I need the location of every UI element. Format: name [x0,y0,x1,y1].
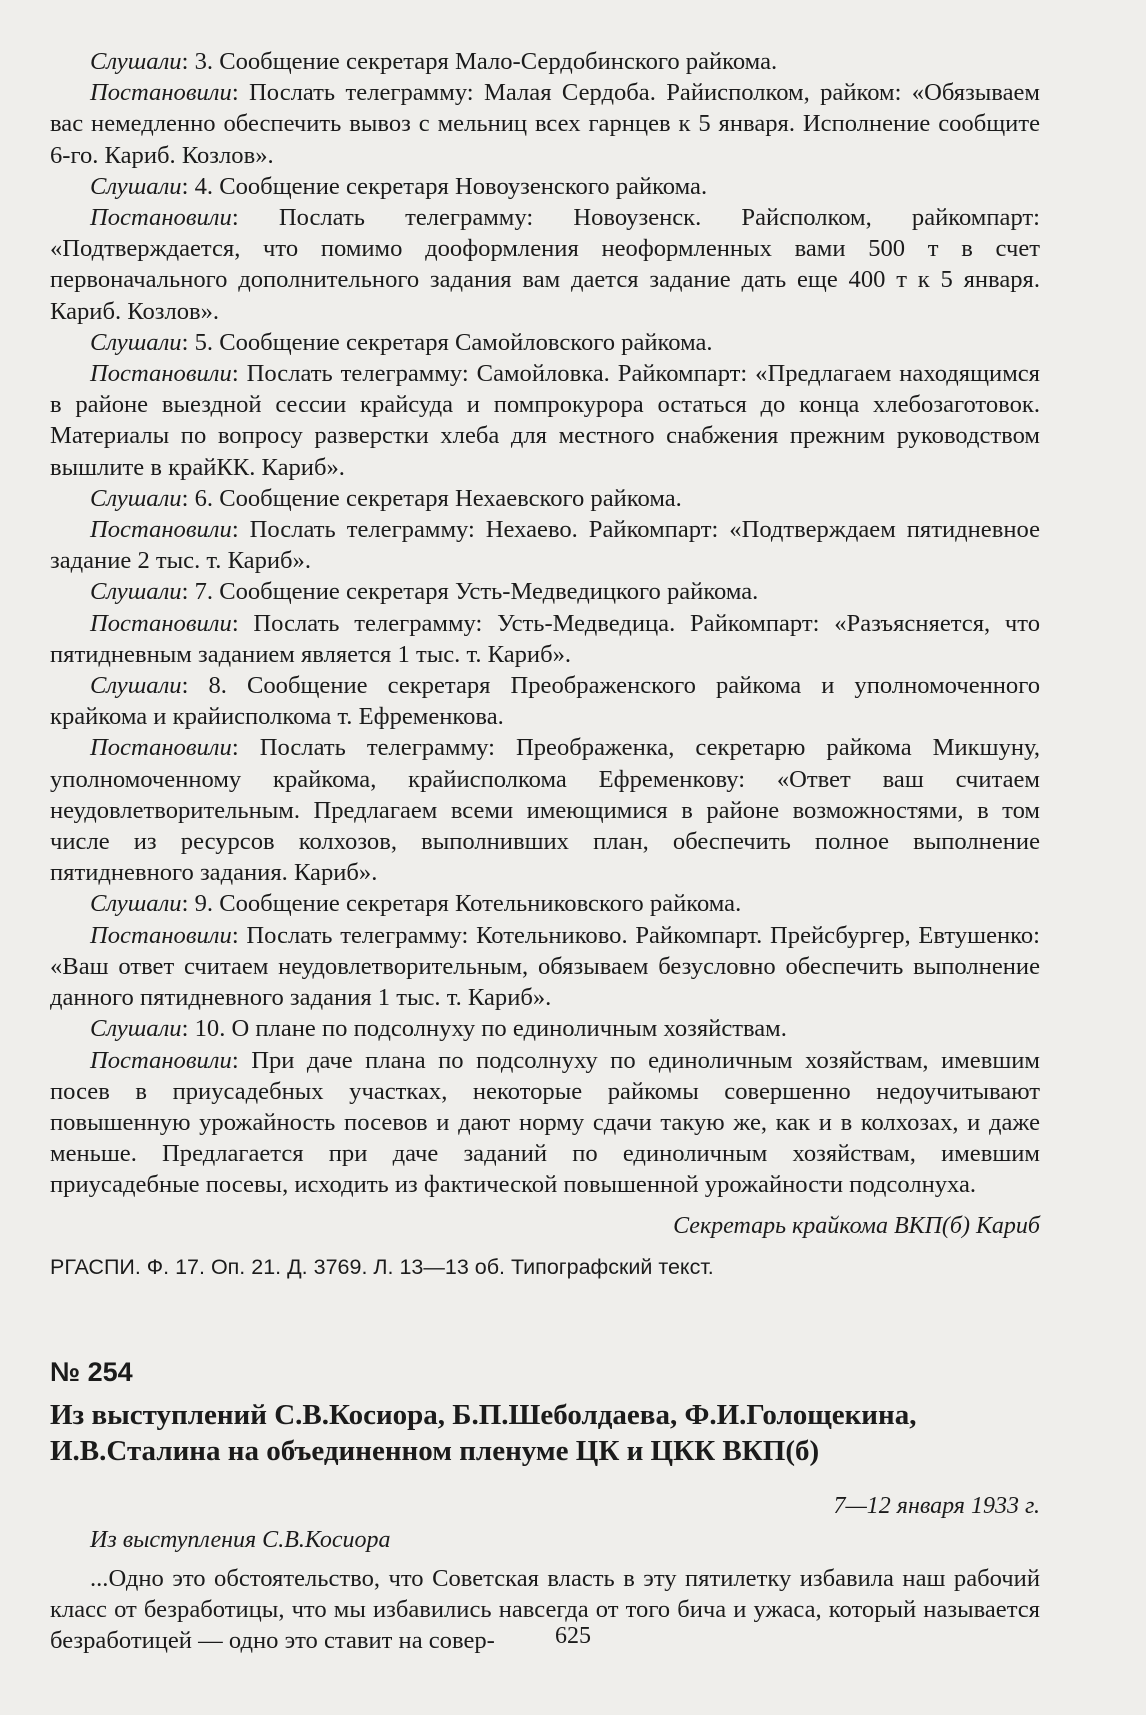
minutes-list [50,46,1040,1201]
document-title: Из выступлений С.В.Косиора, Б.П.Шеболдаева, Ф.И.Голощекина, И.В.Сталина на объединенном пленуме ЦК и ЦКК ВКП(б) [50,1398,917,1467]
entry-text: Послать телеграмму: Котельниково. Райкомпарт. Прейсбургер, Евтушенко: «Ваш ответ считаем неудовлетворительным, обязываем безусловно обеспечить выполнение данного пятидневного задания 1 тыс. т. Кариб». [50,921,1040,1012]
minutes-entry: Слушали: 9. Сообщение секретаря Котельниковского райкома. [90,890,742,918]
entry-text: 7. Сообщение секретаря Усть-Медведицкого райкома. [194,578,759,606]
entry-label: Постановили [90,79,232,107]
entry-label: Слушали [90,172,182,200]
entry-text: 9. Сообщение секретаря Котельниковского райкома. [194,890,742,918]
entry-label: Слушали [90,484,182,512]
document-date: 7—12 января 1933 г. [833,1492,1040,1519]
entry-text: Послать телеграмму: Самойловка. Райкомпарт: «Предлагаем находящимся в районе выездной сессии крайсуда и помпрокурора остаться до конца хлебозаготовок. Материалы по вопросу разверстки хлеба для местного снабжения прежним руководством вышлите в крайКК. Кариб». [50,360,1040,481]
entry-label: Постановили [90,734,232,762]
minutes-entry: Постановили: При даче плана по подсолнуху по единоличным хозяйствам, имевшим посев в приусадебных участках, некоторые райкомы совершенно недоучитывают повышенную урожайность посевов и дают норму сдачи такую же, как и в колхозах, и даже меньше. Предлагается при даче заданий по единоличным хозяйствам, имевшим приусадебные посевы, исходить из фактической повышенной урожайности подсолнуха. [50,1046,1040,1199]
minutes-entry: Слушали: 10. О плане по подсолнуху по единоличным хозяйствам. [90,1015,787,1043]
entry-text: 10. О плане по подсолнуху по единоличным хозяйствам. [194,1015,787,1043]
minutes-entry: Слушали: 3. Сообщение секретаря Мало-Сердобинского райкома. [90,48,778,75]
entry-label: Слушали [90,328,182,356]
entry-label: Слушали [90,578,182,606]
entry-text: 5. Сообщение секретаря Самойловского райкома. [194,328,713,356]
minutes-entry: Постановили: Послать телеграмму: Усть-Медведица. Райкомпарт: «Разъясняется, что пятидневным заданием является 1 тыс. т. Кариб». [50,609,1041,668]
body-paragraph: ...Одно это обстоятельство, что Советская власть в эту пятилетку избавила наш рабочий класс от безработицы, что мы избавились навсегда от того бича и ужаса, который называется безработицей — одно это ставит на совер- [50,1564,1040,1654]
entry-label: Постановили [90,609,232,637]
entry-text: Послать телеграмму: Малая Сердоба. Райисполком, райком: «Обязываем вас немедленно обеспечить вывоз с мельниц всех гарнцев к 5 января. Исполнение сообщите 6-го. Кариб. Козлов». [50,79,1040,169]
entry-text: Послать телеграмму: Усть-Медведица. Райкомпарт: «Разъясняется, что пятидневным заданием является 1 тыс. т. Кариб». [50,609,1041,668]
minutes-entry: Постановили: Послать телеграмму: Малая Сердоба. Райисполком, райком: «Обязываем вас немедленно обеспечить вывоз с мельниц всех гарнцев к 5 января. Исполнение сообщите 6-го. Кариб. Козлов». [50,79,1040,169]
minutes-entry: Постановили: Послать телеграмму: Новоузенск. Райсполком, райкомпарт: «Подтверждается, что помимо дооформления неоформленных вами 500 т в счет первоначального дополнительного задания вам дается задание дать еще 400 т к 5 января. Кариб. Козлов». [50,204,1040,325]
entry-label: Слушали [90,48,182,75]
entry-label: Постановили [90,360,232,388]
entry-label: Постановили [90,921,232,949]
entry-label: Слушали [90,1015,182,1043]
page-number: 625 [555,1623,591,1649]
entry-label: Слушали [90,890,182,918]
minutes-entry: Постановили: Послать телеграмму: Нехаево. Райкомпарт: «Подтверждаем пятидневное задание 2 тыс. т. Кариб». [50,516,1040,575]
entry-text: Послать телеграмму: Нехаево. Райкомпарт: «Подтверждаем пятидневное задание 2 тыс. т. Кариб». [50,516,1040,575]
archive-source: РГАСПИ. Ф. 17. Оп. 21. Д. 3769. Л. 13—13 об. Типографский текст. [50,1254,714,1279]
minutes-entry: Постановили: Послать телеграмму: Самойловка. Райкомпарт: «Предлагаем находящимся в районе выездной сессии крайсуда и помпрокурора остаться до конца хлебозаготовок. Материалы по вопросу разверстки хлеба для местного снабжения прежним руководством вышлите в крайКК. Кариб». [50,360,1040,481]
minutes-entry: Слушали: 4. Сообщение секретаря Новоузенского райкома. [90,172,708,200]
document-number: № 254 [50,1356,133,1387]
entry-text: 8. Сообщение секретаря Преображенского райкома и уполномоченного крайкома и крайисполкома т. Ефременкова. [50,672,1040,731]
minutes-entry: Постановили: Послать телеграмму: Преображенка, секретарю райкома Микшуну, уполномоченному крайкома, крайисполкома Ефременкову: «Ответ ваш считаем неудовлетворительным. Предлагаем всеми имеющимися в районе возможностями, в том числе из ресурсов колхозов, выполнивших план, обеспечить полное выполнение пятидневного задания. Кариб». [50,734,1041,887]
entry-text: 3. Сообщение секретаря Мало-Сердобинского райкома. [194,48,778,75]
entry-label: Слушали [90,672,182,700]
section-subheading: Из выступления С.В.Косиора [90,1526,391,1553]
minutes-entry: Слушали: 5. Сообщение секретаря Самойловского райкома. [90,328,713,356]
entry-text: 4. Сообщение секретаря Новоузенского райкома. [194,172,708,200]
minutes-entry: Слушали: 8. Сообщение секретаря Преображенского райкома и уполномоченного крайкома и крайисполкома т. Ефременкова. [50,672,1040,731]
entry-text: Послать телеграмму: Новоузенск. Райсполком, райкомпарт: «Подтверждается, что помимо дооформления неоформленных вами 500 т в счет первоначального дополнительного задания вам дается задание дать еще 400 т к 5 января. Кариб. Козлов». [50,204,1040,325]
minutes-entry: Постановили: Послать телеграмму: Котельниково. Райкомпарт. Прейсбургер, Евтушенко: «Ваш ответ считаем неудовлетворительным, обязываем безусловно обеспечить выполнение данного пятидневного задания 1 тыс. т. Кариб». [50,921,1040,1012]
signature: Секретарь крайкома ВКП(б) Кариб [673,1212,1040,1239]
entry-text: При даче плана по подсолнуху по единоличным хозяйствам, имевшим посев в приусадебных участках, некоторые райкомы совершенно недоучитывают повышенную урожайность посевов и дают норму сдачи такую же, как и в колхозах, и даже меньше. Предлагается при даче заданий по единоличным хозяйствам, имевшим приусадебные посевы, исходить из фактической повышенной урожайности подсолнуха. [50,1046,1040,1199]
entry-text: Послать телеграмму: Преображенка, секретарю райкома Микшуну, уполномоченному крайкома, крайисполкома Ефременкову: «Ответ ваш считаем неудовлетворительным. Предлагаем всеми имеющимися в районе возможностями, в том числе из ресурсов колхозов, выполнивших план, обеспечить полное выполнение пятидневного задания. Кариб». [50,734,1041,887]
entry-label: Постановили [90,1046,232,1074]
minutes-entry: Слушали: 6. Сообщение секретаря Нехаевского райкома. [90,484,682,512]
minutes-entry: Слушали: 7. Сообщение секретаря Усть-Медведицкого райкома. [90,578,759,606]
entry-label: Постановили [90,516,232,544]
entry-label: Постановили [90,204,232,232]
entry-text: 6. Сообщение секретаря Нехаевского райкома. [194,484,682,512]
